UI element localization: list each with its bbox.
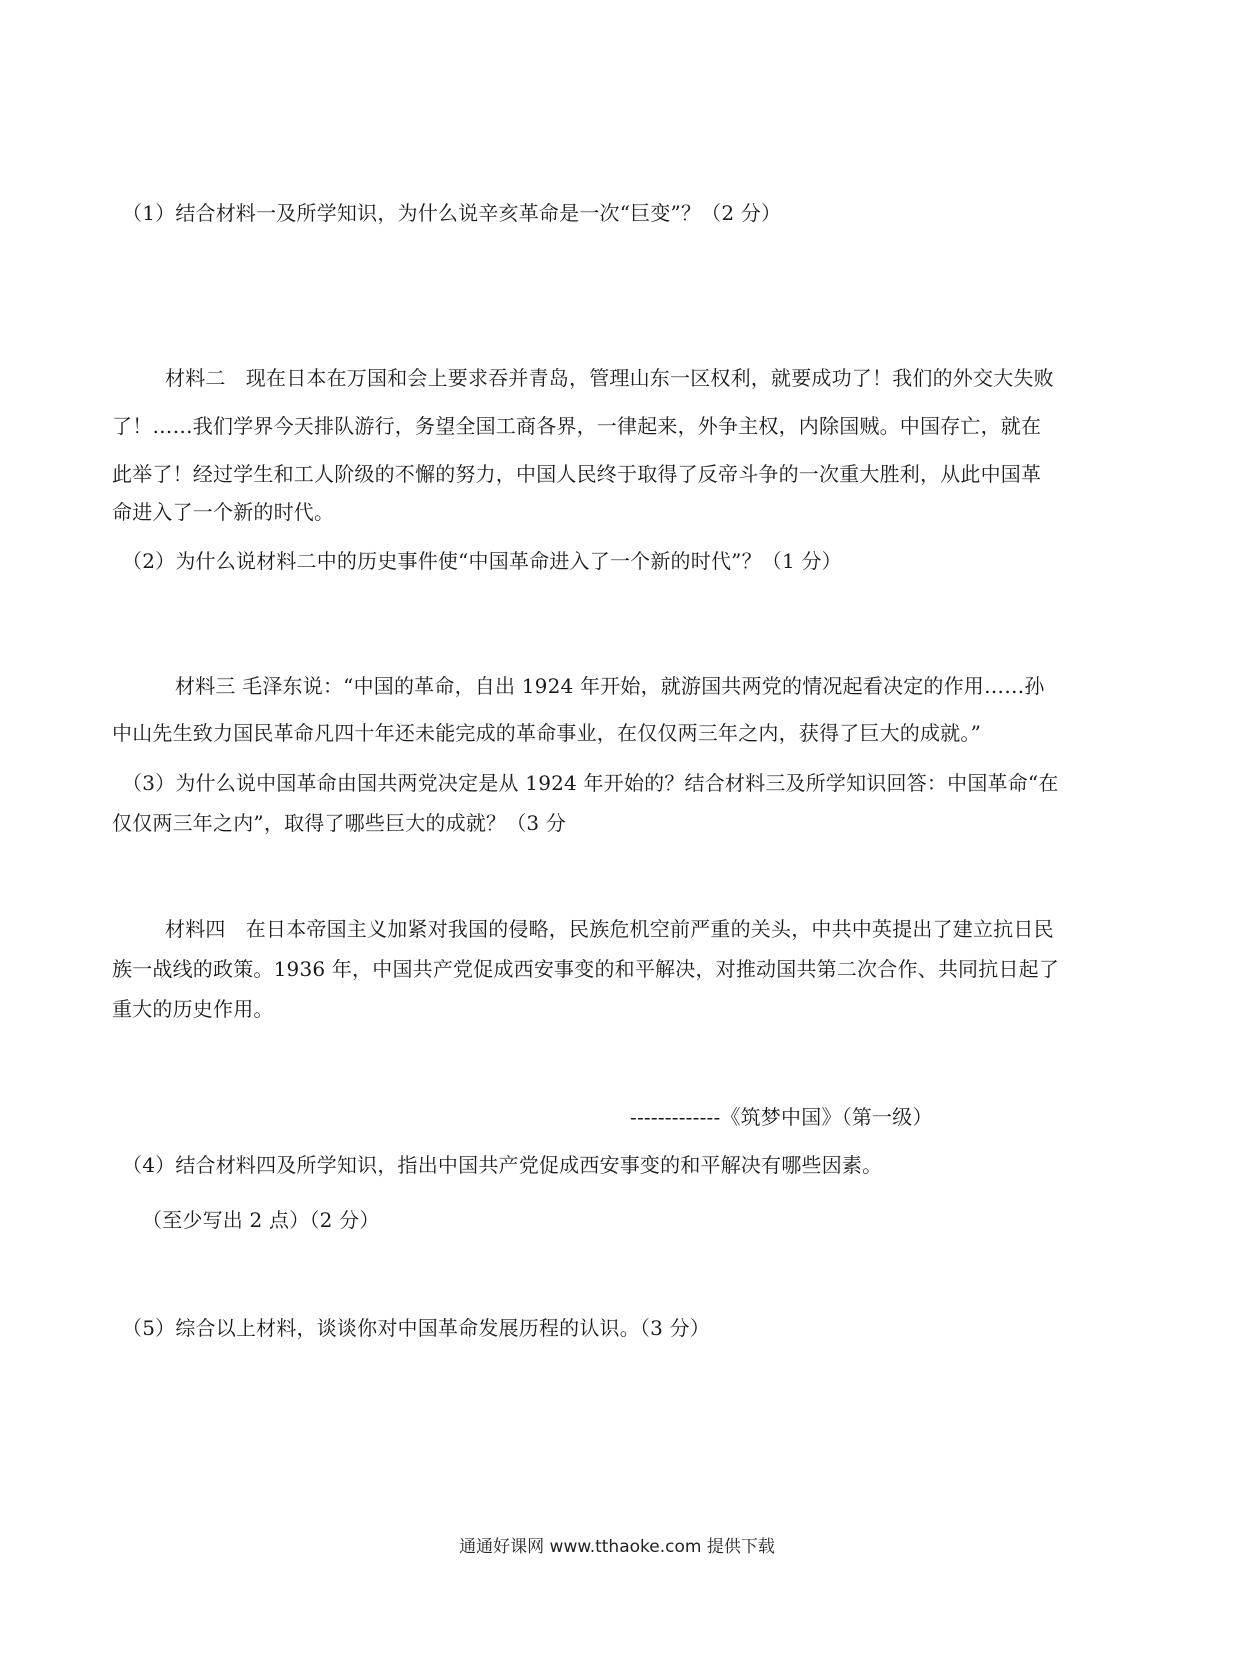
material-4-line-3: 重大的历史作用。 <box>112 997 274 1021</box>
material-2-line-2: 了！……我们学界今天排队游行，务望全国工商各界，一律起来，外争主权，内除国贼。中国存亡，就在 <box>112 414 1042 438</box>
question-2: （2）为什么说材料二中的历史事件使“中国革命进入了一个新的时代”？（1 分） <box>122 549 842 573</box>
material-2-line-4: 命进入了一个新的时代。 <box>112 500 335 524</box>
material-4-line-1: 材料四 在日本帝国主义加紧对我国的侵略，民族危机空前严重的关头，中共中英提出了建立抗日民 <box>165 917 1054 941</box>
question-1: （1）结合材料一及所学知识，为什么说辛亥革命是一次“巨变”？（2 分） <box>122 201 782 225</box>
material-3-line-1: 材料三 毛泽东说：“中国的革命，自出 1924 年开始，就游国共两党的情况起看决定的作用……孙 <box>175 674 1045 698</box>
material-2-line-3: 此举了！经过学生和工人阶级的不懈的努力，中国人民终于取得了反帝斗争的一次重大胜利，从此中国革 <box>112 462 1042 486</box>
material-2-line-1: 材料二 现在日本在万国和会上要求吞并青岛，管理山东一区权利，就要成功了！我们的外交大失败 <box>165 366 1054 390</box>
question-3-line-1: （3）为什么说中国革命由国共两党决定是从 1924 年开始的？结合材料三及所学知识回答：中国革命“在 <box>122 771 1059 795</box>
question-3-line-2: 仅仅两三年之内”，取得了哪些巨大的成就？（3 分 <box>112 811 567 835</box>
material-4-source: -------------《筑梦中国》（第一级） <box>630 1105 933 1129</box>
material-3-line-2: 中山先生致力国民革命凡四十年还未能完成的革命事业，在仅仅两三年之内，获得了巨大的成就。” <box>112 721 982 745</box>
question-4-line-1: （4）结合材料四及所学知识，指出中国共产党促成西安事变的和平解决有哪些因素。 <box>122 1153 883 1177</box>
material-4-line-2: 族一战线的政策。1936 年，中国共产党促成西安事变的和平解决，对推动国共第二次合作、共同抗日起了 <box>112 957 1060 981</box>
footer-download-note: 通通好课网 www.tthaoke.com 提供下载 <box>459 1537 775 1557</box>
question-4-line-2: （至少写出 2 点）（2 分） <box>142 1208 380 1232</box>
question-5: （5）综合以上材料，谈谈你对中国革命发展历程的认识。（3 分） <box>122 1316 711 1340</box>
